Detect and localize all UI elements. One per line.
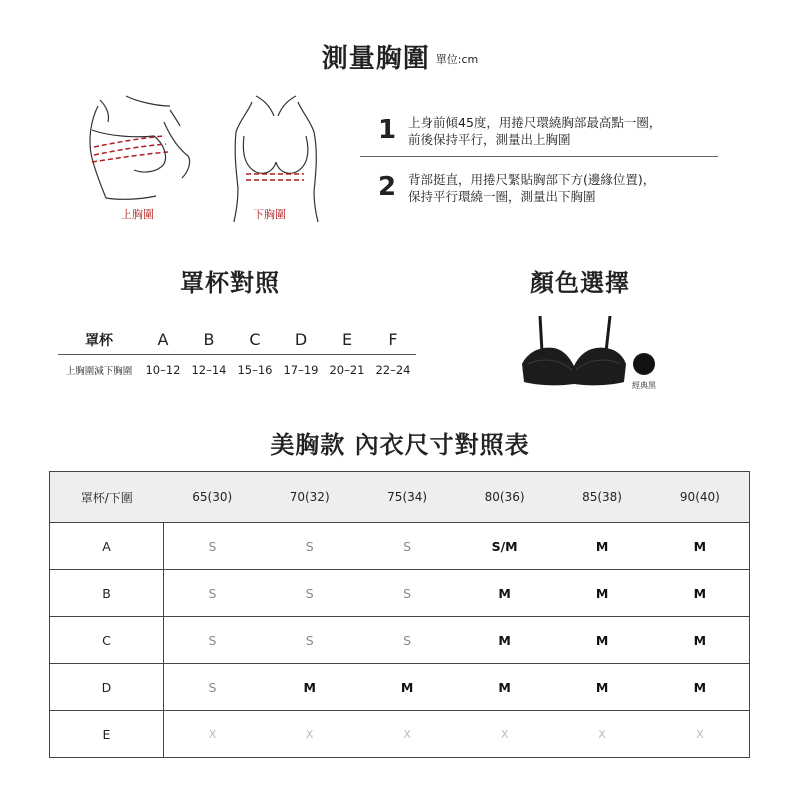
under-bust-label: 下胸圍 — [253, 208, 286, 221]
step-line: 前後保持平行，測量出上胸圍 — [408, 132, 571, 147]
under-bust-figure — [234, 96, 318, 222]
cup-letter: C — [249, 330, 261, 349]
size-cell: X — [500, 727, 509, 741]
cup-range: 17–19 — [283, 363, 319, 377]
size-cell: M — [595, 585, 609, 601]
measure-header — [0, 38, 800, 75]
size-cell: M — [595, 679, 609, 695]
size-chart-table — [49, 471, 750, 758]
band-header: 90(40) — [651, 472, 750, 523]
size-cell: X — [208, 727, 217, 741]
cup-row-label: C — [50, 617, 164, 664]
size-cell: M — [693, 585, 707, 601]
step-line: 背部挺直，用捲尺緊貼胸部下方(邊緣位置)， — [408, 172, 656, 187]
step-line: 保持平行環繞一圈，測量出下胸圍 — [408, 189, 596, 204]
size-corner-label: 罩杯/下圍 — [50, 472, 164, 523]
step-text — [408, 112, 661, 148]
size-cell: X — [598, 727, 606, 741]
band-header: 80(36) — [456, 472, 553, 523]
band-header: 65(30) — [164, 472, 261, 523]
step-1 — [360, 112, 718, 148]
size-row — [50, 617, 750, 664]
cup-range-label: 上胸圍減下胸圍 — [65, 366, 133, 377]
size-cell: S — [403, 538, 412, 554]
size-cell: S — [305, 538, 314, 554]
size-cell: X — [305, 727, 314, 741]
step-text — [408, 169, 655, 205]
product-image — [518, 312, 630, 394]
cup-range: 10–12 — [145, 363, 181, 377]
size-header-row — [50, 472, 750, 523]
cup-range: 22–24 — [375, 363, 411, 377]
measure-steps — [360, 112, 718, 205]
cup-row-label: B — [50, 570, 164, 617]
swatch-label: 經典黑 — [632, 381, 656, 390]
cup-letter: E — [341, 330, 353, 349]
unit-label: 單位:cm — [435, 53, 479, 66]
size-cell: S — [403, 585, 412, 601]
size-cell: M — [693, 679, 707, 695]
step-line: 上身前傾45度，用捲尺環繞胸部最高點一圈， — [408, 115, 662, 130]
cup-letter: A — [157, 330, 169, 349]
cup-range: 15–16 — [237, 363, 273, 377]
under-bust-tape — [246, 174, 304, 180]
cup-range-row — [58, 355, 416, 385]
cup-header-row — [58, 325, 416, 355]
size-cell: X — [403, 727, 411, 741]
band-header: 85(38) — [553, 472, 650, 523]
step-number: 2 — [377, 172, 397, 202]
cup-range: 20–21 — [329, 363, 365, 377]
upper-bust-tape — [92, 136, 168, 162]
size-cell: M — [400, 679, 414, 695]
measurement-figures — [78, 92, 328, 227]
color-title: 顏色選擇 — [530, 269, 630, 297]
size-cell: M — [498, 585, 511, 601]
size-cell: X — [696, 727, 704, 741]
color-swatch-black[interactable] — [633, 353, 655, 375]
size-chart-title: 美胸款 內衣尺寸對照表 — [270, 431, 530, 459]
cup-chart-title: 罩杯對照 — [180, 269, 280, 297]
size-cell: M — [595, 632, 609, 648]
band-header: 70(32) — [261, 472, 358, 523]
bra-illustration — [518, 312, 630, 394]
cup-row-label: D — [50, 664, 164, 711]
size-cell: S/M — [491, 538, 518, 554]
size-cell: S — [208, 538, 217, 554]
size-cell: S — [208, 679, 217, 695]
torso-illustrations — [78, 92, 328, 227]
size-cell: M — [595, 538, 609, 554]
size-cell: S — [208, 585, 217, 601]
step-divider — [360, 156, 718, 157]
size-cell: M — [498, 632, 511, 648]
size-cell: M — [498, 679, 511, 695]
size-cell: M — [693, 632, 707, 648]
step-2 — [360, 169, 718, 205]
upper-bust-label: 上胸圍 — [121, 208, 154, 221]
size-cell: M — [693, 538, 707, 554]
size-body — [50, 523, 750, 758]
cup-header-label: 罩杯 — [85, 332, 113, 349]
size-row — [50, 664, 750, 711]
size-cell: S — [403, 632, 412, 648]
step-number: 1 — [377, 115, 397, 145]
size-cell: S — [305, 585, 314, 601]
cup-letter: B — [203, 330, 215, 349]
size-row — [50, 570, 750, 617]
size-cell: S — [305, 632, 314, 648]
cup-letter: D — [294, 330, 308, 349]
size-row — [50, 523, 750, 570]
cup-chart-table — [58, 325, 416, 385]
measure-title: 測量胸圍 — [321, 44, 430, 74]
cup-row-label: E — [50, 711, 164, 758]
size-cell: S — [208, 632, 217, 648]
cup-row-label: A — [50, 523, 164, 570]
cup-letter: F — [388, 330, 398, 349]
band-header: 75(34) — [358, 472, 455, 523]
size-cell: M — [303, 679, 316, 695]
size-row — [50, 711, 750, 758]
cup-range: 12–14 — [191, 363, 227, 377]
upper-bust-figure — [90, 96, 190, 199]
